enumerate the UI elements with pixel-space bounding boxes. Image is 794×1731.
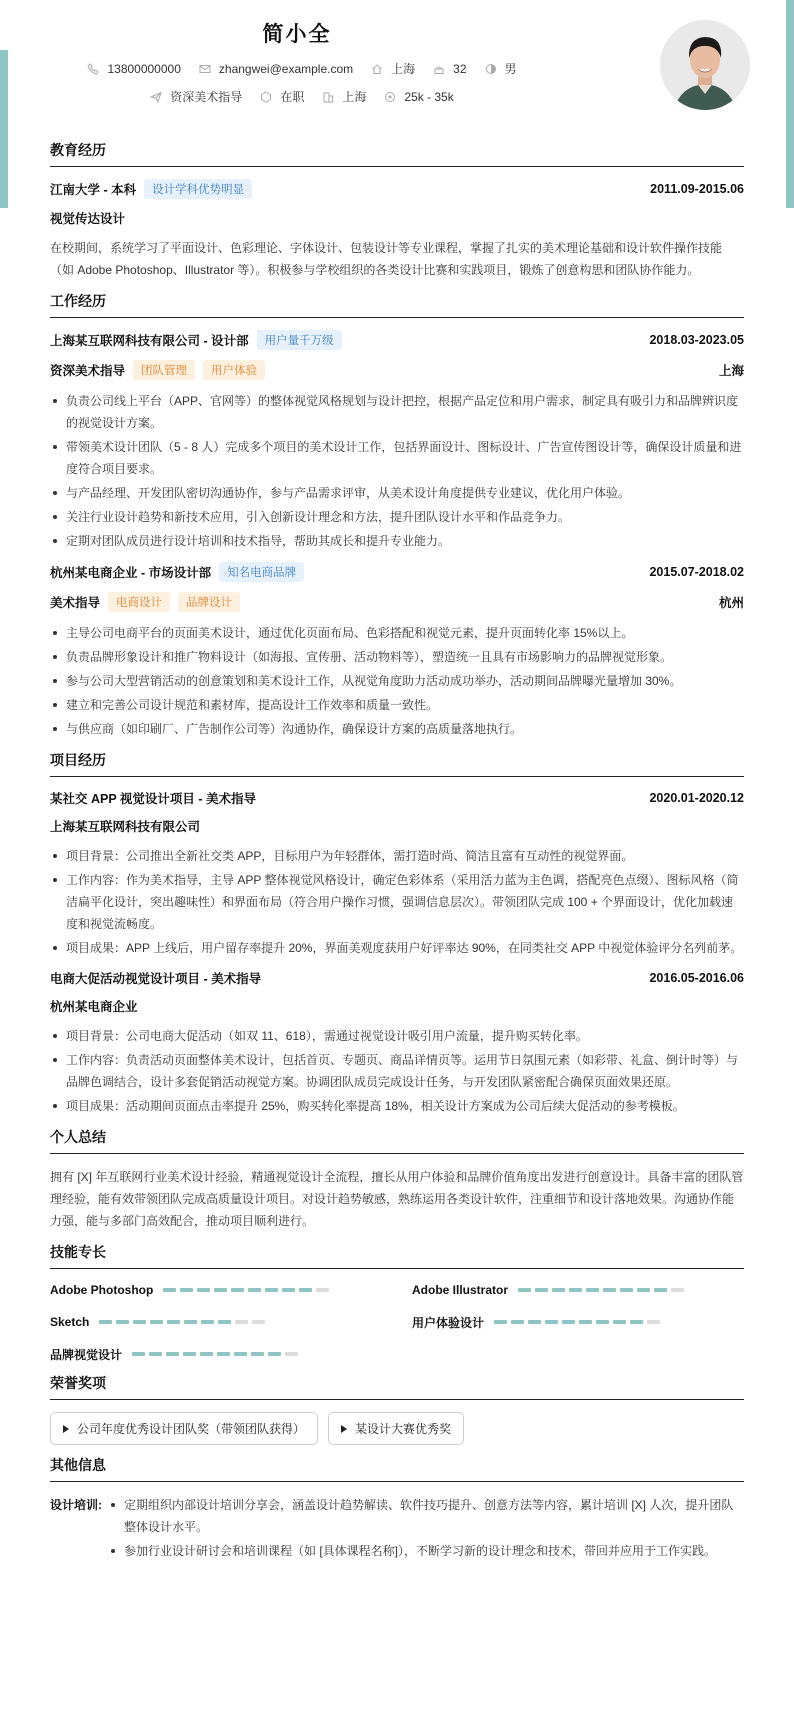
cake-icon <box>433 63 445 75</box>
resume-page <box>50 0 744 1574</box>
summary-section <box>50 1127 744 1232</box>
company-name: 上海某互联网科技有限公司 - 设计部 <box>50 334 249 348</box>
skill-segment-filled <box>150 1320 163 1324</box>
other-bullets <box>108 1494 744 1564</box>
skill-segment-empty <box>316 1288 329 1292</box>
summary-text: 拥有 [X] 年互联网行业美术设计经验，精通视觉设计全流程，擅长从用户体验和品牌价值角度出发进行创意设计。具备丰富的团队管理经验，能有效带领团队完成高质量设计项目。对设计趋势敏感，熟练运用各类设计软件，注重细节和设计落地效果。沟通协作能力强，能与多部门高效配合，推动项目顺利进行。 <box>50 1170 744 1228</box>
work-bullets <box>50 390 744 552</box>
skill-segment-filled <box>163 1288 176 1292</box>
company-name: 杭州某电商企业 - 市场设计部 <box>50 566 212 580</box>
skill-segment-filled <box>149 1352 162 1356</box>
major-name: 视觉传达设计 <box>50 212 126 226</box>
list-item: 参与公司大型营销活动的创意策划和美术设计工作，从视觉角度助力活动成功举办，活动期间品牌曝光量增加 30%。 <box>50 670 744 692</box>
list-item: 定期对团队成员进行设计培训和技术指导，帮助其成长和提升专业能力。 <box>50 530 744 552</box>
send-icon <box>150 91 162 103</box>
triangle-right-icon <box>341 1425 347 1433</box>
list-item: 工作内容：作为美术指导，主导 APP 整体视觉风格设计，确定色彩体系（采用活力蓝为主色调，搭配亮色点缀）、图标风格（简洁扁平化设计，突出趣味性）和界面布局（符合用户操作习惯，强调信息层次）。带领团队完成 100 + 个界面设计，优化加载速度和视觉流畅度。 <box>50 869 744 935</box>
list-item: 与供应商（如印刷厂、广告制作公司等）沟通协作，确保设计方案的高质量落地执行。 <box>50 718 744 740</box>
project-item <box>50 789 744 959</box>
skills-grid <box>50 1281 744 1363</box>
age-info <box>433 62 466 76</box>
skill-segment-filled <box>637 1288 650 1292</box>
skill-segment-filled <box>166 1352 179 1356</box>
role-name: 资深美术指导 <box>50 364 126 378</box>
age-text: 32 <box>453 61 467 76</box>
phone-info <box>87 62 180 76</box>
city-text: 上海 <box>391 62 416 76</box>
work-item-header <box>50 562 744 582</box>
work-date: 2018.03-2023.05 <box>649 333 744 347</box>
skill-segment-filled <box>282 1288 295 1292</box>
role-row <box>50 592 744 612</box>
salary-text: 25k - 35k <box>404 89 454 104</box>
building-icon <box>322 91 334 103</box>
list-item: 项目成果：APP 上线后，用户留存率提升 20%，界面美观度获用户好评率达 90%，在同类社交 APP 中视觉体验评分名列前茅。 <box>50 937 744 959</box>
skill-level-bar <box>494 1320 660 1324</box>
project-header <box>50 789 744 807</box>
skill-level-bar <box>99 1320 265 1324</box>
skill-name: 品牌视觉设计 <box>50 1347 123 1362</box>
skill-segment-filled <box>613 1320 626 1324</box>
status-text: 在职 <box>280 90 305 104</box>
work-date: 2015.07-2018.02 <box>649 565 744 579</box>
skill-segment-filled <box>214 1288 227 1292</box>
skill-segment-filled <box>552 1288 565 1292</box>
skill-segment-filled <box>184 1320 197 1324</box>
award-label: 某设计大赛优秀奖 <box>355 1422 452 1436</box>
work-item <box>50 330 744 552</box>
skill-item <box>412 1313 744 1331</box>
gender-text: 男 <box>504 62 517 76</box>
email-info <box>199 62 353 76</box>
target-city-text: 上海 <box>342 90 367 104</box>
project-header <box>50 969 744 987</box>
company-tag: 知名电商品牌 <box>219 562 304 582</box>
skill-segment-empty <box>671 1288 684 1292</box>
skill-segment-filled <box>217 1352 230 1356</box>
skill-segment-filled <box>603 1288 616 1292</box>
status-info <box>260 88 304 105</box>
work-section <box>50 291 744 740</box>
work-item-header <box>50 330 744 350</box>
role-tag: 品牌设计 <box>178 592 240 612</box>
skill-segment-filled <box>234 1352 247 1356</box>
list-item: 定期组织内部设计培训分享会，涵盖设计趋势解读、软件技巧提升、创意方法等内容，累计培训 [X] 人次，提升团队整体设计水平。 <box>108 1494 744 1538</box>
email-text: zhangwei@example.com <box>218 61 354 76</box>
projects-title: 项目经历 <box>50 750 744 777</box>
skill-segment-filled <box>183 1352 196 1356</box>
skill-segment-filled <box>265 1288 278 1292</box>
skill-segment-filled <box>268 1352 281 1356</box>
skill-segment-filled <box>579 1320 592 1324</box>
skill-item <box>412 1281 744 1299</box>
list-item: 负责品牌形象设计和推广物料设计（如海报、宣传册、活动物料等），塑造统一且具有市场影响力的品牌视觉形象。 <box>50 646 744 668</box>
skill-segment-filled <box>99 1320 112 1324</box>
work-title: 工作经历 <box>50 291 744 318</box>
skill-segment-filled <box>201 1320 214 1324</box>
skill-segment-filled <box>528 1320 541 1324</box>
skill-segment-filled <box>180 1288 193 1292</box>
summary-title: 个人总结 <box>50 1127 744 1154</box>
skill-item <box>50 1313 382 1331</box>
project-date: 2020.01-2020.12 <box>649 791 744 805</box>
education-desc: 在校期间，系统学习了平面设计、色彩理论、字体设计、包装设计等专业课程，掌握了扎实的美术理论基础和设计软件操作技能（如 Adobe Photoshop、Illustrator 等）。积极参与学校组织的各类设计比赛和实践项目，锻炼了创意构思和团队协作能力。 <box>50 241 723 277</box>
skill-segment-filled <box>569 1288 582 1292</box>
skill-segment-filled <box>545 1320 558 1324</box>
list-item: 关注行业设计趋势和新技术应用，引入创新设计理念和方法，提升团队设计水平和作品竞争力。 <box>50 506 744 528</box>
status-icon <box>260 91 272 103</box>
other-label: 设计培训: <box>50 1498 102 1512</box>
left-accent-bar <box>0 50 8 208</box>
list-item: 负责公司线上平台（APP、官网等）的整体视觉风格规划与设计把控，根据产品定位和用户需求，制定具有吸引力和品牌辨识度的视觉设计方案。 <box>50 390 744 434</box>
phone-text: 13800000000 <box>107 61 181 76</box>
skill-segment-filled <box>132 1352 145 1356</box>
skill-segment-filled <box>133 1320 146 1324</box>
resume-header <box>50 0 744 130</box>
gender-icon <box>485 63 497 75</box>
projects-section <box>50 750 744 1117</box>
project-item <box>50 969 744 1117</box>
skill-segment-filled <box>248 1288 261 1292</box>
skill-segment-empty <box>252 1320 265 1324</box>
skill-segment-empty <box>285 1352 298 1356</box>
job-intent-row <box>50 88 554 105</box>
skill-segment-empty <box>647 1320 660 1324</box>
award-label: 公司年度优秀设计团队奖（带领团队获得） <box>77 1422 306 1436</box>
skill-segment-filled <box>586 1288 599 1292</box>
skill-segment-filled <box>218 1320 231 1324</box>
skill-segment-filled <box>620 1288 633 1292</box>
skill-segment-filled <box>231 1288 244 1292</box>
school-tag: 设计学科优势明显 <box>144 179 252 199</box>
award-card[interactable] <box>50 1412 318 1445</box>
salary-info <box>384 90 453 104</box>
education-title: 教育经历 <box>50 140 744 167</box>
list-item: 与产品经理、开发团队密切沟通协作，参与产品需求评审，从美术设计角度提供专业建议，优化用户体验。 <box>50 482 744 504</box>
role-row <box>50 360 744 380</box>
company-tag: 用户量千万级 <box>257 330 342 350</box>
work-bullets <box>50 622 744 740</box>
skill-name: Adobe Photoshop <box>50 1283 154 1297</box>
skills-section <box>50 1242 744 1363</box>
awards-list <box>50 1412 744 1445</box>
project-name: 某社交 APP 视觉设计项目 - 美术指导 <box>50 792 257 806</box>
work-location: 杭州 <box>718 596 744 610</box>
project-bullets <box>50 1025 744 1117</box>
skill-level-bar <box>132 1352 298 1356</box>
skill-segment-filled <box>654 1288 667 1292</box>
skill-segment-filled <box>299 1288 312 1292</box>
gender-info <box>485 60 517 77</box>
awards-title: 荣誉奖项 <box>50 1373 744 1400</box>
education-section <box>50 140 744 281</box>
skill-level-bar <box>518 1288 684 1292</box>
project-bullets <box>50 845 744 959</box>
skills-title: 技能专长 <box>50 1242 744 1269</box>
project-date: 2016.05-2016.06 <box>649 971 744 985</box>
home-icon <box>371 63 383 75</box>
skill-segment-filled <box>167 1320 180 1324</box>
list-item: 参加行业设计研讨会和培训课程（如 [具体课程名称]），不断学习新的设计理念和技术，带回并应用于工作实践。 <box>108 1540 744 1562</box>
other-row <box>50 1494 744 1574</box>
list-item: 项目背景：公司电商大促活动（如双 11、618），需通过视觉设计吸引用户流量，提升购买转化率。 <box>50 1025 744 1047</box>
list-item: 工作内容：负责活动页面整体美术设计，包括首页、专题页、商品详情页等。运用节日氛围元素（如彩带、礼盒、倒计时等）与品牌色调结合，设计多套促销活动视觉方案。协调团队成员完成设计任务，与开发团队紧密配合确保页面效果还原。 <box>50 1049 744 1093</box>
role-name: 美术指导 <box>50 596 101 610</box>
position-text: 资深美术指导 <box>170 90 243 104</box>
avatar-photo <box>660 20 750 110</box>
skill-segment-filled <box>200 1352 213 1356</box>
skill-segment-filled <box>535 1288 548 1292</box>
avatar <box>660 20 750 110</box>
city-info <box>371 60 415 77</box>
skill-item <box>50 1345 382 1363</box>
right-accent-bar <box>786 0 794 208</box>
triangle-right-icon <box>63 1425 69 1433</box>
school-name: 江南大学 - 本科 <box>50 183 137 197</box>
target-city-info <box>322 88 366 105</box>
skill-segment-filled <box>197 1288 210 1292</box>
work-item <box>50 562 744 740</box>
skill-segment-filled <box>562 1320 575 1324</box>
skill-segment-filled <box>511 1320 524 1324</box>
project-name: 电商大促活动视觉设计项目 - 美术指导 <box>50 972 262 986</box>
award-card[interactable] <box>328 1412 464 1445</box>
list-item: 主导公司电商平台的页面美术设计，通过优化页面布局、色彩搭配和视觉元素，提升页面转化率 15%以上。 <box>50 622 744 644</box>
list-item: 带领美术设计团队（5 - 8 人）完成多个项目的美术设计工作，包括界面设计、图标设计、广告宣传图设计等，确保设计质量和进度符合项目要求。 <box>50 436 744 480</box>
skill-segment-filled <box>251 1352 264 1356</box>
list-item: 项目背景：公司推出全新社交类 APP，目标用户为年轻群体，需打造时尚、简洁且富有互动性的视觉界面。 <box>50 845 744 867</box>
role-tag: 电商设计 <box>108 592 170 612</box>
skill-segment-filled <box>518 1288 531 1292</box>
skill-name: Sketch <box>50 1315 90 1329</box>
project-company: 杭州某电商企业 <box>50 1000 138 1014</box>
skill-segment-empty <box>235 1320 248 1324</box>
other-section <box>50 1455 744 1574</box>
work-location: 上海 <box>718 364 744 378</box>
skill-level-bar <box>163 1288 329 1292</box>
skill-name: Adobe Illustrator <box>412 1283 509 1297</box>
education-header <box>50 179 744 199</box>
skill-item <box>50 1281 382 1299</box>
role-tag: 用户体验 <box>203 360 265 380</box>
skill-segment-filled <box>494 1320 507 1324</box>
contact-info-row <box>50 60 554 77</box>
skill-name: 用户体验设计 <box>412 1315 485 1330</box>
skill-segment-filled <box>596 1320 609 1324</box>
skill-segment-filled <box>630 1320 643 1324</box>
list-item: 建立和完善公司设计规范和素材库，提高设计工作效率和质量一致性。 <box>50 694 744 716</box>
project-company: 上海某互联网科技有限公司 <box>50 820 201 834</box>
phone-icon <box>87 63 99 75</box>
education-date: 2011.09-2015.06 <box>650 182 744 196</box>
list-item: 项目成果：活动期间页面点击率提升 25%，购买转化率提高 18%，相关设计方案成为公司后续大促活动的参考模板。 <box>50 1095 744 1117</box>
candidate-name: 简小全 <box>262 23 332 46</box>
role-tag: 团队管理 <box>133 360 195 380</box>
salary-icon <box>384 91 396 103</box>
other-title: 其他信息 <box>50 1455 744 1482</box>
position-info <box>150 88 242 105</box>
awards-section <box>50 1373 744 1445</box>
email-icon <box>199 63 211 75</box>
skill-segment-filled <box>116 1320 129 1324</box>
